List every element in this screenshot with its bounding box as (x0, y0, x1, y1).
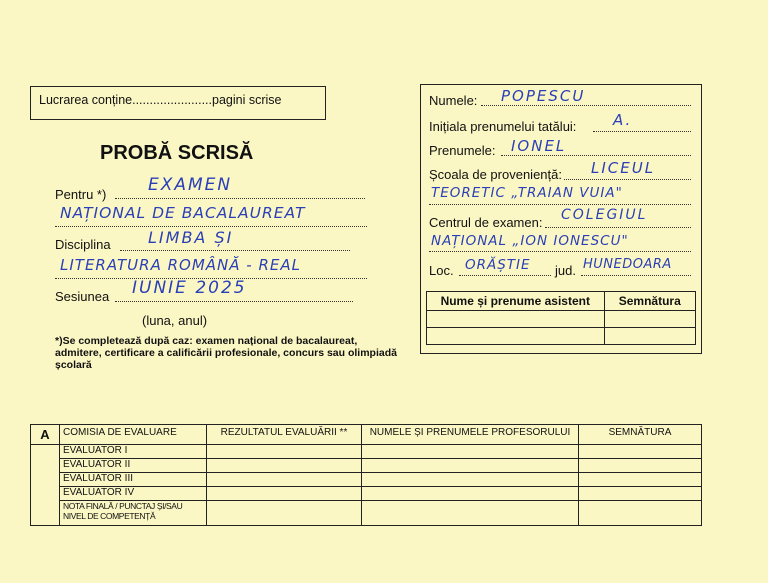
pentru-value-line2: NAȚIONAL DE BACALAUREAT (60, 204, 306, 222)
assist-sign-cell[interactable] (604, 328, 695, 345)
eval-name-cell[interactable] (362, 487, 579, 501)
disciplina-value-line1: LIMBA ȘI (148, 228, 234, 247)
page-title: PROBĂ SCRISĂ (100, 142, 254, 164)
numele-dots (481, 105, 691, 106)
initiala-value: A. (613, 111, 633, 129)
assist-name-cell[interactable] (427, 311, 605, 328)
disciplina-value-line2: LITERATURA ROMÂNĂ - REAL (60, 256, 301, 274)
eval-row-label: EVALUATOR III (60, 473, 207, 487)
sesiunea-value: IUNIE 2025 (132, 278, 247, 298)
scoala-value-line2: TEORETIC „TRAIAN VUIA" (431, 185, 623, 201)
loc-value: ORĂȘTIE (465, 257, 531, 273)
eval-header-comisia: COMISIA DE EVALUARE (60, 425, 207, 445)
disciplina-label: Disciplina (55, 237, 111, 252)
initiala-dots (593, 131, 691, 132)
section-letter: A (31, 425, 60, 445)
initiala-label: Inițiala prenumelui tatălui: (429, 119, 577, 134)
eval-name-cell[interactable] (362, 473, 579, 487)
luna-anul-label: (luna, anul) (142, 313, 208, 328)
eval-sign-cell[interactable] (579, 501, 702, 526)
pentru-label: Pentru *) (55, 187, 107, 202)
assist-header-signature: Semnătura (604, 292, 695, 311)
footnote: *)Se completează după caz: examen național de bacalaureat, admitere, certificare a calificării profesionale, concurs sau olimpiadă școlară (55, 335, 397, 371)
jud-dots (581, 275, 691, 276)
prenumele-value: IONEL (511, 137, 567, 155)
eval-row-label: EVALUATOR II (60, 459, 207, 473)
centrul-label: Centrul de examen: (429, 215, 543, 230)
eval-name-cell[interactable] (362, 501, 579, 526)
eval-name-cell[interactable] (362, 459, 579, 473)
pages-written-label: Lucrarea conține.......................pagini scrise (39, 93, 282, 107)
eval-sign-cell[interactable] (579, 473, 702, 487)
jud-value: HUNEDOARA (583, 257, 672, 272)
eval-sign-cell[interactable] (579, 445, 702, 459)
section-letter-spacer (31, 445, 60, 526)
scoala-value-line1: LICEUL (591, 159, 656, 177)
eval-result-cell[interactable] (207, 473, 362, 487)
scoala-dots2 (429, 204, 691, 205)
eval-result-cell[interactable] (207, 459, 362, 473)
scoala-label: Școala de proveniență: (429, 167, 562, 182)
eval-row-label: EVALUATOR IV (60, 487, 207, 501)
eval-result-cell[interactable] (207, 487, 362, 501)
centrul-value-line2: NAȚIONAL „ION IONESCU" (431, 233, 629, 249)
assist-sign-cell[interactable] (604, 311, 695, 328)
numele-label: Numele: (429, 93, 478, 108)
pentru-line2-dots (55, 226, 367, 227)
eval-name-cell[interactable] (362, 445, 579, 459)
pentru-value-line1: EXAMEN (148, 175, 233, 195)
eval-sign-cell[interactable] (579, 459, 702, 473)
prenumele-label: Prenumele: (429, 143, 496, 158)
pages-written-box (30, 86, 326, 120)
assist-name-cell[interactable] (427, 328, 605, 345)
centrul-value-line1: COLEGIUL (561, 207, 648, 223)
numele-value: POPESCU (501, 87, 586, 105)
assistant-table (426, 291, 696, 345)
eval-result-cell[interactable] (207, 445, 362, 459)
loc-dots (459, 275, 551, 276)
eval-header-rezultat: REZULTATUL EVALUĂRII ** (207, 425, 362, 445)
eval-header-profesor: NUMELE ȘI PRENUMELE PROFESORULUI (362, 425, 579, 445)
sesiunea-dots (115, 301, 353, 302)
scoala-dots1 (564, 179, 691, 180)
jud-label: jud. (555, 263, 576, 278)
assist-header-name: Nume și prenume asistent (427, 292, 605, 311)
loc-label: Loc. (429, 263, 454, 278)
sesiunea-label: Sesiunea (55, 289, 110, 304)
centrul-dots2 (429, 251, 691, 252)
eval-row-label-final: NOTA FINALĂ / PUNCTAJ ȘI/SAU NIVEL DE COMPETENȚĂ (60, 501, 207, 526)
evaluation-table (30, 424, 702, 526)
pentru-line1-dots (115, 198, 365, 199)
eval-header-semnatura: SEMNĂTURA (579, 425, 702, 445)
candidate-box (420, 84, 702, 354)
eval-result-cell[interactable] (207, 501, 362, 526)
disciplina-line1-dots (120, 250, 350, 251)
eval-row-label: EVALUATOR I (60, 445, 207, 459)
eval-sign-cell[interactable] (579, 487, 702, 501)
centrul-dots1 (545, 227, 691, 228)
prenumele-dots (501, 155, 691, 156)
